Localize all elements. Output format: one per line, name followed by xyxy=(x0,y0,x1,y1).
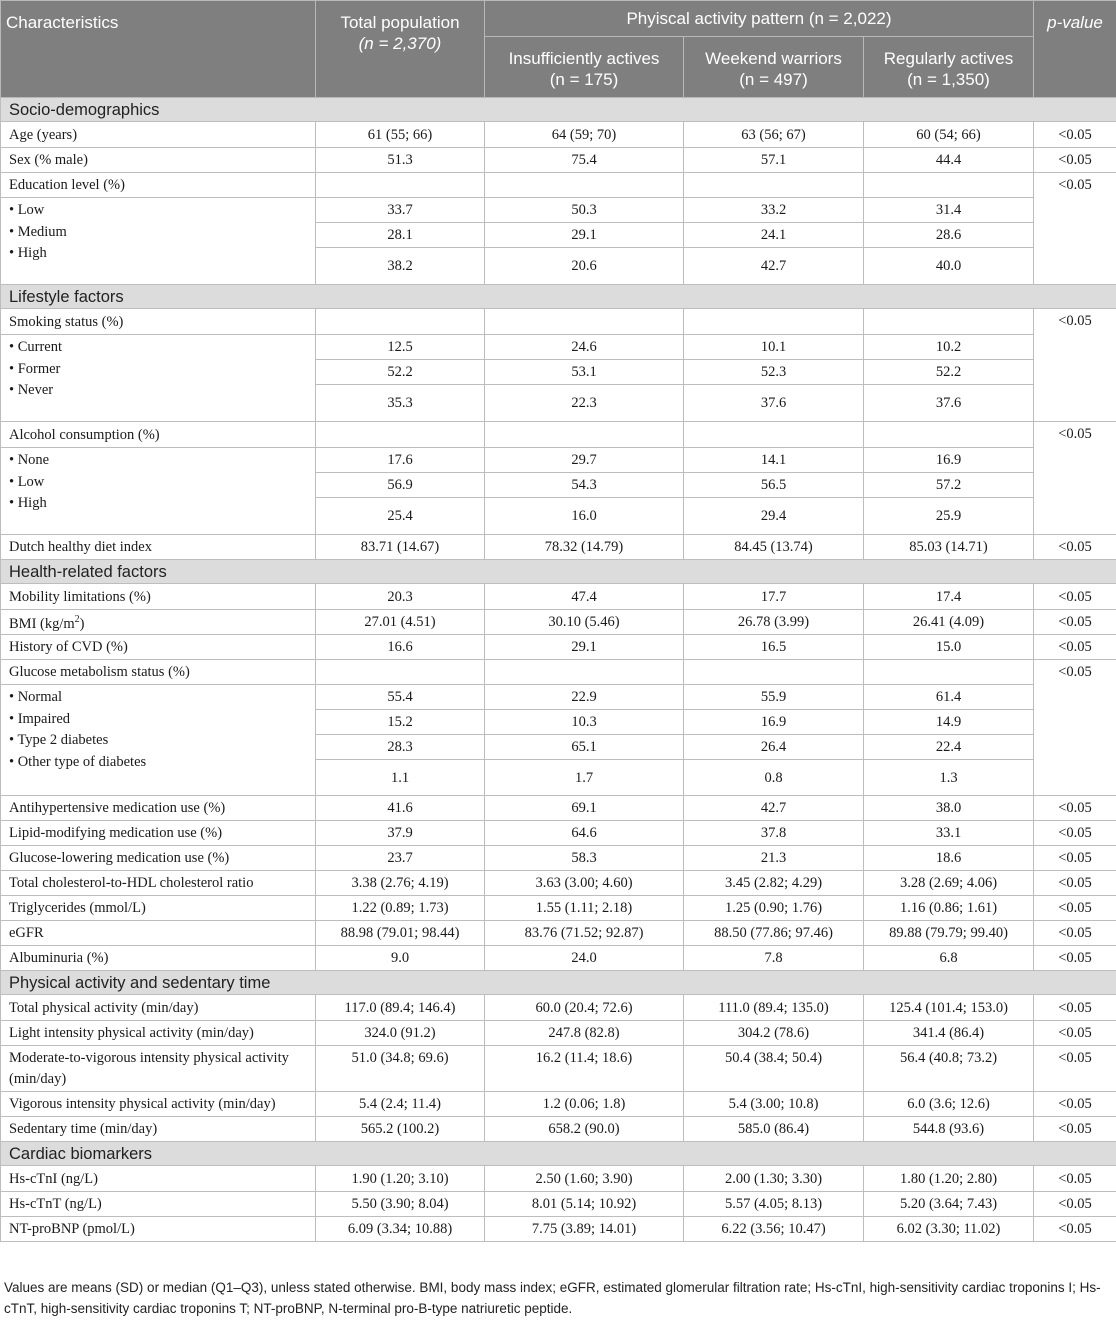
cell: 324.0 (91.2) xyxy=(316,1021,485,1046)
row-label: Antihypertensive medication use (%) xyxy=(1,796,316,821)
table-row xyxy=(1,335,1116,360)
pvalue-cell: <0.05 xyxy=(1034,309,1116,422)
header-characteristics: Characteristics xyxy=(1,1,316,98)
cell: 16.0 xyxy=(485,498,684,535)
cell: 21.3 xyxy=(684,846,864,871)
cell: 28.1 xyxy=(316,223,485,248)
cell: 41.6 xyxy=(316,796,485,821)
cell: 658.2 (90.0) xyxy=(485,1117,684,1142)
cell: 24.6 xyxy=(485,335,684,360)
table-row xyxy=(1,921,1116,946)
table-row xyxy=(1,1192,1116,1217)
pvalue-cell: <0.05 xyxy=(1034,173,1116,285)
cell: 52.2 xyxy=(316,360,485,385)
cell: 23.7 xyxy=(316,846,485,871)
cell: 10.2 xyxy=(864,335,1034,360)
table-row xyxy=(1,584,1116,610)
row-label: Total physical activity (min/day) xyxy=(1,995,316,1021)
cell: 14.1 xyxy=(684,448,864,473)
table-row xyxy=(1,610,1116,635)
pvalue-cell: <0.05 xyxy=(1034,1192,1116,1217)
pvalue-cell: <0.05 xyxy=(1034,821,1116,846)
pvalue-cell: <0.05 xyxy=(1034,635,1116,660)
cell: 60 (54; 66) xyxy=(864,122,1034,148)
cell: 35.3 xyxy=(316,385,485,422)
cell: 51.0 (34.8; 69.6) xyxy=(316,1046,485,1092)
cell: 40.0 xyxy=(864,248,1034,285)
row-label: Vigorous intensity physical activity (min/day) xyxy=(1,1092,316,1117)
cell: 88.98 (79.01; 98.44) xyxy=(316,921,485,946)
cell: 24.1 xyxy=(684,223,864,248)
cell: 10.1 xyxy=(684,335,864,360)
cell: 47.4 xyxy=(485,584,684,610)
section-physical-activity: Physical activity and sedentary time xyxy=(1,971,1116,995)
cell: 1.16 (0.86; 1.61) xyxy=(864,896,1034,921)
cell: 37.6 xyxy=(864,385,1034,422)
table-row xyxy=(1,796,1116,821)
row-label: Total cholesterol-to-HDL cholesterol ratio xyxy=(1,871,316,896)
row-label: Lipid-modifying medication use (%) xyxy=(1,821,316,846)
table-row xyxy=(1,1117,1116,1142)
table-row xyxy=(1,821,1116,846)
cell: 31.4 xyxy=(864,198,1034,223)
row-label: eGFR xyxy=(1,921,316,946)
cell: 14.9 xyxy=(864,710,1034,735)
cell: 17.4 xyxy=(864,584,1034,610)
cell: 56.5 xyxy=(684,473,864,498)
table-row xyxy=(1,896,1116,921)
cell: 25.9 xyxy=(864,498,1034,535)
table-row xyxy=(1,1092,1116,1117)
cell: 88.50 (77.86; 97.46) xyxy=(684,921,864,946)
cell: 565.2 (100.2) xyxy=(316,1117,485,1142)
cell: 16.9 xyxy=(864,448,1034,473)
section-lifestyle-factors: Lifestyle factors xyxy=(1,285,1116,309)
row-label: Sedentary time (min/day) xyxy=(1,1117,316,1142)
row-label: BMI $(kg/m^2)$ xyxy=(1,610,316,635)
table-row xyxy=(1,1046,1116,1092)
pvalue-cell: <0.05 xyxy=(1034,148,1116,173)
row-label: Triglycerides (mmol/L) xyxy=(1,896,316,921)
cell: 64 (59; 70) xyxy=(485,122,684,148)
cell: 50.4 (38.4; 50.4) xyxy=(684,1046,864,1092)
row-label: • Normal • Impaired • Type 2 diabetes • Other type of diabetes xyxy=(1,685,316,796)
cell: 1.1 xyxy=(316,760,485,796)
cell: 304.2 (78.6) xyxy=(684,1021,864,1046)
cell: 30.10 (5.46) xyxy=(485,610,684,635)
cell: 42.7 xyxy=(684,796,864,821)
pvalue-cell: <0.05 xyxy=(1034,946,1116,971)
cell: 125.4 (101.4; 153.0) xyxy=(864,995,1034,1021)
cell: 83.76 (71.52; 92.87) xyxy=(485,921,684,946)
cell: 55.9 xyxy=(684,685,864,710)
table-row xyxy=(1,173,1116,198)
cell: 2.00 (1.30; 3.30) xyxy=(684,1166,864,1192)
cell: 1.80 (1.20; 2.80) xyxy=(864,1166,1034,1192)
cell: 53.1 xyxy=(485,360,684,385)
cell: 38.2 xyxy=(316,248,485,285)
cell: 3.28 (2.69; 4.06) xyxy=(864,871,1034,896)
section-socio-demographics: Socio-demographics xyxy=(1,98,1116,122)
table-row xyxy=(1,535,1116,560)
cell: 18.6 xyxy=(864,846,1034,871)
cell: 64.6 xyxy=(485,821,684,846)
header-regularly-actives: Regularly actives (n = 1,350) xyxy=(864,37,1034,98)
cell: 544.8 (93.6) xyxy=(864,1117,1034,1142)
cell: 1.25 (0.90; 1.76) xyxy=(684,896,864,921)
cell: 16.5 xyxy=(684,635,864,660)
row-label: Smoking status (%) xyxy=(1,309,316,335)
section-health-related-factors: Health-related factors xyxy=(1,560,1116,584)
cell: 51.3 xyxy=(316,148,485,173)
cell: 8.01 (5.14; 10.92) xyxy=(485,1192,684,1217)
table-row xyxy=(1,198,1116,223)
row-label: Glucose metabolism status (%) xyxy=(1,660,316,685)
row-label: • Low • Medium • High xyxy=(1,198,316,285)
cell: 27.01 (4.51) xyxy=(316,610,485,635)
cell: 37.8 xyxy=(684,821,864,846)
cell: 5.4 (2.4; 11.4) xyxy=(316,1092,485,1117)
cell: 9.0 xyxy=(316,946,485,971)
cell: 44.4 xyxy=(864,148,1034,173)
table-row xyxy=(1,995,1116,1021)
cell: 5.20 (3.64; 7.43) xyxy=(864,1192,1034,1217)
table-row xyxy=(1,1217,1116,1242)
row-label: Light intensity physical activity (min/day) xyxy=(1,1021,316,1046)
header-activity-pattern: Phyiscal activity pattern (n = 2,022) xyxy=(485,1,1034,37)
cell: 22.4 xyxy=(864,735,1034,760)
row-label: Dutch healthy diet index xyxy=(1,535,316,560)
cell: 16.6 xyxy=(316,635,485,660)
cell: 29.7 xyxy=(485,448,684,473)
cell: 17.7 xyxy=(684,584,864,610)
cell: 54.3 xyxy=(485,473,684,498)
cell: 85.03 (14.71) xyxy=(864,535,1034,560)
cell: 37.6 xyxy=(684,385,864,422)
cell: 6.09 (3.34; 10.88) xyxy=(316,1217,485,1242)
cell: 56.4 (40.8; 73.2) xyxy=(864,1046,1034,1092)
pvalue-cell: <0.05 xyxy=(1034,584,1116,610)
table-row xyxy=(1,148,1116,173)
cell: 22.9 xyxy=(485,685,684,710)
cell: 75.4 xyxy=(485,148,684,173)
pvalue-cell: <0.05 xyxy=(1034,1117,1116,1142)
pvalue-cell: <0.05 xyxy=(1034,1021,1116,1046)
cell: 29.4 xyxy=(684,498,864,535)
cell: 57.2 xyxy=(864,473,1034,498)
cell: 117.0 (89.4; 146.4) xyxy=(316,995,485,1021)
cell: 20.6 xyxy=(485,248,684,285)
cell: 3.45 (2.82; 4.29) xyxy=(684,871,864,896)
row-label: Hs-cTnI (ng/L) xyxy=(1,1166,316,1192)
cell: 5.57 (4.05; 8.13) xyxy=(684,1192,864,1217)
cell: 33.1 xyxy=(864,821,1034,846)
cell: 1.22 (0.89; 1.73) xyxy=(316,896,485,921)
cell: 5.50 (3.90; 8.04) xyxy=(316,1192,485,1217)
cell: 341.4 (86.4) xyxy=(864,1021,1034,1046)
cell: 26.41 (4.09) xyxy=(864,610,1034,635)
cell: 63 (56; 67) xyxy=(684,122,864,148)
cell: 585.0 (86.4) xyxy=(684,1117,864,1142)
row-label: • Current • Former • Never xyxy=(1,335,316,422)
cell: 5.4 (3.00; 10.8) xyxy=(684,1092,864,1117)
cell: 52.2 xyxy=(864,360,1034,385)
table-row xyxy=(1,309,1116,335)
cell: 6.0 (3.6; 12.6) xyxy=(864,1092,1034,1117)
cell: 6.8 xyxy=(864,946,1034,971)
cell: 24.0 xyxy=(485,946,684,971)
cell: 42.7 xyxy=(684,248,864,285)
pvalue-cell: <0.05 xyxy=(1034,896,1116,921)
row-label: Age (years) xyxy=(1,122,316,148)
row-label: Glucose-lowering medication use (%) xyxy=(1,846,316,871)
row-label: Alcohol consumption (%) xyxy=(1,422,316,448)
cell: 33.2 xyxy=(684,198,864,223)
cell: 1.55 (1.11; 2.18) xyxy=(485,896,684,921)
header-insufficiently-actives: Insufficiently actives (n = 175) xyxy=(485,37,684,98)
cell: 29.1 xyxy=(485,635,684,660)
cell: 0.8 xyxy=(684,760,864,796)
table-row xyxy=(1,846,1116,871)
pvalue-cell: <0.05 xyxy=(1034,1217,1116,1242)
cell: 28.6 xyxy=(864,223,1034,248)
cell: 17.6 xyxy=(316,448,485,473)
row-label: Sex (% male) xyxy=(1,148,316,173)
cell: 16.2 (11.4; 18.6) xyxy=(485,1046,684,1092)
pvalue-cell: <0.05 xyxy=(1034,122,1116,148)
cell: 29.1 xyxy=(485,223,684,248)
cell: 58.3 xyxy=(485,846,684,871)
cell: 61 (55; 66) xyxy=(316,122,485,148)
cell: 15.0 xyxy=(864,635,1034,660)
cell: 6.02 (3.30; 11.02) xyxy=(864,1217,1034,1242)
pvalue-cell: <0.05 xyxy=(1034,422,1116,535)
cell: 50.3 xyxy=(485,198,684,223)
pvalue-cell: <0.05 xyxy=(1034,660,1116,796)
cell: 38.0 xyxy=(864,796,1034,821)
row-label: NT-proBNP (pmol/L) xyxy=(1,1217,316,1242)
cell: 61.4 xyxy=(864,685,1034,710)
cell: 111.0 (89.4; 135.0) xyxy=(684,995,864,1021)
cell: 83.71 (14.67) xyxy=(316,535,485,560)
table-row xyxy=(1,946,1116,971)
table-footnote: Values are means (SD) or median (Q1–Q3), unless stated otherwise. BMI, body mass index; eGFR, estimated glomerular filtration rate; Hs-cTnI, high-sensitivity cardiac troponins I; Hs-cTnT, high-sensitivity cardiac troponins T; NT-proBNP, N-terminal pro-B-type natriuretic peptide. xyxy=(4,1280,1101,1316)
cell: 84.45 (13.74) xyxy=(684,535,864,560)
pvalue-cell: <0.05 xyxy=(1034,1092,1116,1117)
cell: 57.1 xyxy=(684,148,864,173)
table-row xyxy=(1,660,1116,685)
pvalue-cell: <0.05 xyxy=(1034,921,1116,946)
pvalue-cell: <0.05 xyxy=(1034,1166,1116,1192)
header-pvalue: p-value xyxy=(1034,1,1116,98)
cell: 69.1 xyxy=(485,796,684,821)
table-row xyxy=(1,635,1116,660)
cell: 52.3 xyxy=(684,360,864,385)
cell: 12.5 xyxy=(316,335,485,360)
cell: 56.9 xyxy=(316,473,485,498)
table-row xyxy=(1,422,1116,448)
row-label: History of CVD (%) xyxy=(1,635,316,660)
section-cardiac-biomarkers: Cardiac biomarkers xyxy=(1,1142,1116,1166)
cell: 3.38 (2.76; 4.19) xyxy=(316,871,485,896)
row-label: Education level (%) xyxy=(1,173,316,198)
row-label: Hs-cTnT (ng/L) xyxy=(1,1192,316,1217)
table-row xyxy=(1,1021,1116,1046)
cell: 28.3 xyxy=(316,735,485,760)
cell: 65.1 xyxy=(485,735,684,760)
cell: 26.78 (3.99) xyxy=(684,610,864,635)
cell: 89.88 (79.79; 99.40) xyxy=(864,921,1034,946)
cell: 1.90 (1.20; 3.10) xyxy=(316,1166,485,1192)
cell: 1.3 xyxy=(864,760,1034,796)
cell: 33.7 xyxy=(316,198,485,223)
pvalue-cell: <0.05 xyxy=(1034,535,1116,560)
table-row xyxy=(1,1166,1116,1192)
pvalue-cell: <0.05 xyxy=(1034,871,1116,896)
cell: 26.4 xyxy=(684,735,864,760)
cell: 1.7 xyxy=(485,760,684,796)
pvalue-cell: <0.05 xyxy=(1034,1046,1116,1092)
header-total-population: Total population (n = 2,370) xyxy=(316,1,485,98)
cell: 7.75 (3.89; 14.01) xyxy=(485,1217,684,1242)
pvalue-cell: <0.05 xyxy=(1034,796,1116,821)
cell: 247.8 (82.8) xyxy=(485,1021,684,1046)
cell: 7.8 xyxy=(684,946,864,971)
row-label: Moderate-to-vigorous intensity physical activity (min/day) xyxy=(1,1046,316,1092)
cell: 25.4 xyxy=(316,498,485,535)
pvalue-cell: <0.05 xyxy=(1034,610,1116,635)
row-label: Mobility limitations (%) xyxy=(1,584,316,610)
cell: 3.63 (3.00; 4.60) xyxy=(485,871,684,896)
cell: 22.3 xyxy=(485,385,684,422)
cell: 15.2 xyxy=(316,710,485,735)
row-label: Albuminuria (%) xyxy=(1,946,316,971)
table-row xyxy=(1,448,1116,473)
header-weekend-warriors: Weekend warriors (n = 497) xyxy=(684,37,864,98)
cell: 2.50 (1.60; 3.90) xyxy=(485,1166,684,1192)
table-row xyxy=(1,685,1116,710)
cell: 6.22 (3.56; 10.47) xyxy=(684,1217,864,1242)
cell: 78.32 (14.79) xyxy=(485,535,684,560)
cell: 20.3 xyxy=(316,584,485,610)
cell: 1.2 (0.06; 1.8) xyxy=(485,1092,684,1117)
cell: 16.9 xyxy=(684,710,864,735)
cell: 37.9 xyxy=(316,821,485,846)
cell: 55.4 xyxy=(316,685,485,710)
cell: 10.3 xyxy=(485,710,684,735)
table-row xyxy=(1,122,1116,148)
pvalue-cell: <0.05 xyxy=(1034,995,1116,1021)
table-row xyxy=(1,871,1116,896)
cell: 60.0 (20.4; 72.6) xyxy=(485,995,684,1021)
row-label: • None • Low • High xyxy=(1,448,316,535)
pvalue-cell: <0.05 xyxy=(1034,846,1116,871)
